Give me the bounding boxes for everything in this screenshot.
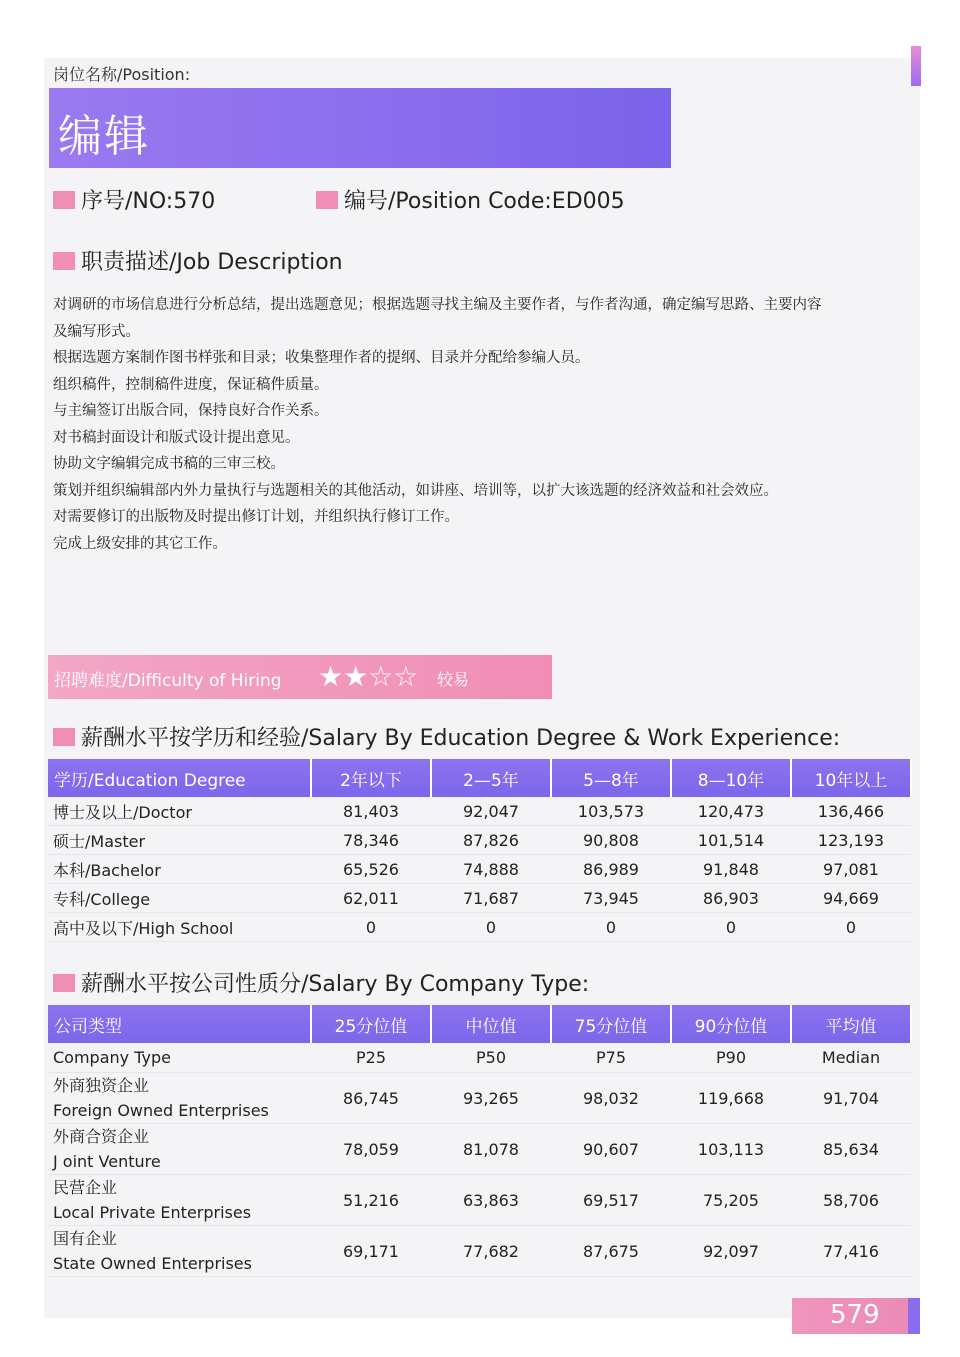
column-header: 公司类型 [48,1005,311,1043]
bullet-square-icon [53,252,75,270]
table-row [48,797,911,826]
list-item: 对需要修订的出版物及时提出修订计划，并组织执行修订工作。 [53,509,459,525]
star-rating-icon: ★★☆☆ [318,660,419,693]
position-label: 岗位名称/Position: [53,65,191,84]
table-cell: 90,607 [551,1124,671,1175]
table-cell: 0 [431,913,551,942]
difficulty-label: 招聘难度/Difficulty of Hiring [54,671,282,691]
list-item: 根据选题方案制作图书样张和目录；收集整理作者的提纲、目录并分配给参编人员。 [53,350,590,366]
table-row [48,855,911,884]
column-header: 2年以下 [311,759,431,797]
table-cell: 71,687 [431,884,551,913]
table-cell: 81,403 [311,797,431,826]
table-cell: 92,047 [431,797,551,826]
table-cell: 0 [671,913,791,942]
position-number [53,184,215,215]
position-code-text: 编号/Position Code:ED005 [344,189,625,214]
position-number-text: 序号/NO:570 [81,189,216,214]
company-type-cn: 外商合资企业 [53,1127,150,1146]
page-number-accent [908,1298,920,1334]
page-title: 编辑 [58,111,150,162]
salary-education-heading [53,721,840,752]
list-item: 与主编签订出版合同，保持良好合作关系。 [53,403,329,419]
list-item: 对调研的市场信息进行分析总结，提出选题意见；根据选题寻找主编及主要作者，与作者沟通，确定编写思路、主要内容 [53,297,822,313]
table-cell: 75,205 [671,1175,791,1226]
table-cell: 91,704 [791,1073,911,1124]
company-type-cn: 外商独资企业 [53,1076,150,1095]
list-item: 组织稿件，控制稿件进度，保证稿件质量。 [53,376,329,393]
table-cell: 博士及以上/Doctor [48,797,311,826]
table-cell: 91,848 [671,855,791,884]
salary-company-heading [53,967,589,998]
company-type-en: Foreign Owned Enterprises [53,1101,269,1120]
bullet-square-icon [316,191,338,209]
table-subheader-row [48,1043,911,1073]
table-cell: 77,416 [791,1226,911,1277]
difficulty-text: 较易 [437,670,470,689]
company-type-cell [48,1073,311,1124]
table-cell: 85,634 [791,1124,911,1175]
table-row [48,1073,911,1124]
column-header: 10年以上 [791,759,911,797]
table-cell: 86,903 [671,884,791,913]
table-cell: P25 [311,1043,431,1073]
table-cell: 63,863 [431,1175,551,1226]
column-header: 中位值 [431,1005,551,1043]
table-cell: 87,675 [551,1226,671,1277]
table-cell: 65,526 [311,855,431,884]
table-cell: 专科/College [48,884,311,913]
table-cell: 101,514 [671,826,791,855]
table-cell: 123,193 [791,826,911,855]
company-type-en: State Owned Enterprises [53,1254,252,1273]
list-item: 对书稿封面设计和版式设计提出意见。 [53,429,300,446]
table-cell: Company Type [48,1043,311,1073]
table-cell: 93,265 [431,1073,551,1124]
page-number: 579 [830,1300,880,1330]
company-type-cell [48,1124,311,1175]
table-cell: 69,517 [551,1175,671,1226]
table-cell: 94,669 [791,884,911,913]
table-cell: 0 [791,913,911,942]
column-header: 90分位值 [671,1005,791,1043]
table-cell: P50 [431,1043,551,1073]
table-cell: 92,097 [671,1226,791,1277]
list-item: 协助文字编辑完成书稿的三审三校。 [53,456,285,472]
table-cell: P90 [671,1043,791,1073]
table-cell: 97,081 [791,855,911,884]
salary-education-heading-text: 薪酬水平按学历和经验/Salary By Education Degree & Work Experience: [81,726,841,751]
bullet-square-icon [53,974,75,992]
column-header: 2—5年 [431,759,551,797]
list-item: 及编写形式。 [53,323,140,340]
table-cell: 86,989 [551,855,671,884]
bullet-square-icon [53,191,75,209]
table-cell: 0 [311,913,431,942]
table-cell: 90,808 [551,826,671,855]
table-row [48,884,911,913]
table-row [48,913,911,942]
table-row [48,1175,911,1226]
column-header: 8—10年 [671,759,791,797]
table-cell: 62,011 [311,884,431,913]
job-description-list [53,292,915,557]
table-cell: 78,346 [311,826,431,855]
list-item: 策划并组织编辑部内外力量执行与选题相关的其他活动，如讲座、培训等，以扩大该选题的经济效益和社会效应。 [53,482,778,499]
table-cell: 高中及以下/High School [48,913,311,942]
table-cell: 58,706 [791,1175,911,1226]
salary-company-heading-text: 薪酬水平按公司性质分/Salary By Company Type: [81,972,590,997]
table-cell: 98,032 [551,1073,671,1124]
list-item: 完成上级安排的其它工作。 [53,535,227,552]
column-header: 25分位值 [311,1005,431,1043]
table-cell: 103,113 [671,1124,791,1175]
table-row [48,1124,911,1175]
table-cell: 86,745 [311,1073,431,1124]
table-cell: 103,573 [551,797,671,826]
company-type-cn: 国有企业 [53,1229,118,1248]
table-header-row [48,759,911,797]
company-type-en: Local Private Enterprises [53,1203,252,1222]
table-cell: 78,059 [311,1124,431,1175]
table-cell: 硕士/Master [48,826,311,855]
company-type-cell [48,1226,311,1277]
table-cell: 77,682 [431,1226,551,1277]
bullet-square-icon [53,728,75,746]
table-cell: 81,078 [431,1124,551,1175]
column-header: 学历/Education Degree [48,759,311,797]
table-cell: 119,668 [671,1073,791,1124]
salary-company-table [48,1005,912,1277]
table-cell: 87,826 [431,826,551,855]
position-code [316,184,625,215]
table-row [48,826,911,855]
company-type-cell [48,1175,311,1226]
column-header: 平均值 [791,1005,911,1043]
table-cell: 136,466 [791,797,911,826]
job-description-heading-text: 职责描述/Job Description [81,250,343,275]
salary-education-table [48,759,912,942]
table-cell: Median [791,1043,911,1073]
table-cell: 69,171 [311,1226,431,1277]
table-cell: P75 [551,1043,671,1073]
column-header: 5—8年 [551,759,671,797]
table-cell: 0 [551,913,671,942]
table-header-row [48,1005,911,1043]
job-description-heading [53,245,343,276]
table-cell: 120,473 [671,797,791,826]
table-cell: 51,216 [311,1175,431,1226]
company-type-en: J oint Venture [53,1152,161,1171]
corner-accent-bar [911,46,921,86]
table-cell: 74,888 [431,855,551,884]
company-type-cn: 民营企业 [53,1178,118,1197]
column-header: 75分位值 [551,1005,671,1043]
table-row [48,1226,911,1277]
table-cell: 73,945 [551,884,671,913]
table-cell: 本科/Bachelor [48,855,311,884]
